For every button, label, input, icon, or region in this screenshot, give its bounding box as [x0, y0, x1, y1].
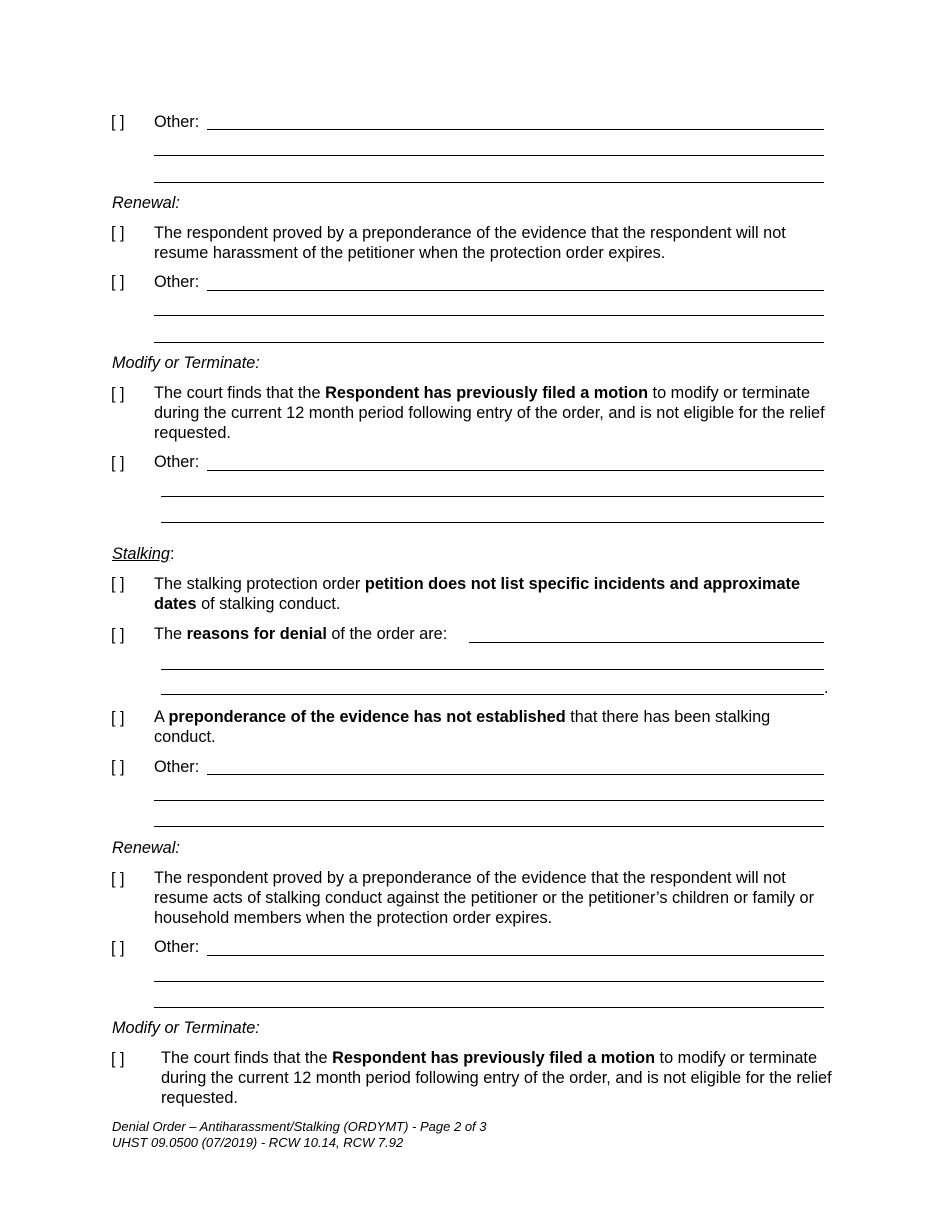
- checkbox-other-3[interactable]: [ ]: [111, 454, 125, 472]
- other-input-line-3b[interactable]: [161, 496, 824, 497]
- checkbox-not-established[interactable]: [ ]: [111, 709, 125, 727]
- other-label-4: Other:: [154, 758, 200, 776]
- renewal-finding-2: The respondent proved by a preponderance of the evidence that the respondent will not resume acts of stalking conduct against the petitioner or the petitioner’s children or family or household members when the protection order expires.: [154, 869, 815, 927]
- renewal-heading-1: Renewal:: [112, 194, 180, 212]
- other-input-line-4b[interactable]: [154, 800, 824, 801]
- other-input-line-3a[interactable]: [207, 470, 824, 471]
- checkbox-reasons[interactable]: [ ]: [111, 626, 125, 644]
- modify-finding-1: The court finds that the Respondent has previously filed a motion to modify or terminate during the current 12 month period following entry of the order, and is not eligible for the relief requested.: [154, 384, 825, 442]
- reasons-label: The reasons for denial of the order are:: [154, 625, 448, 643]
- checkbox-renewal-2[interactable]: [ ]: [111, 870, 125, 888]
- reasons-input-line-a[interactable]: [469, 642, 824, 643]
- checkbox-other-4[interactable]: [ ]: [111, 758, 125, 776]
- checkbox-renewal-1[interactable]: [ ]: [111, 224, 125, 242]
- other-input-line-3c[interactable]: [161, 522, 824, 523]
- no-incidents-finding: The stalking protection order petition does not list specific incidents and approximate dates of stalking conduct.: [154, 575, 801, 613]
- other-input-line-5a[interactable]: [207, 955, 824, 956]
- other-input-line-5b[interactable]: [154, 981, 824, 982]
- renewal-heading-2: Renewal:: [112, 839, 180, 857]
- checkbox-other-5[interactable]: [ ]: [111, 939, 125, 957]
- footer-form-code: UHST 09.0500 (07/2019) - RCW 10.14, RCW 7.92: [112, 1135, 404, 1150]
- other-input-line-2c[interactable]: [154, 342, 824, 343]
- reasons-input-line-c[interactable]: [161, 694, 824, 695]
- other-input-line-2b[interactable]: [154, 315, 824, 316]
- other-label-1: Other:: [154, 113, 200, 131]
- checkbox-other-1[interactable]: [ ]: [111, 113, 125, 131]
- other-input-line-4c[interactable]: [154, 826, 824, 827]
- footer: [112, 1119, 487, 1151]
- checkbox-no-incidents[interactable]: [ ]: [111, 575, 125, 593]
- modify-finding-2: The court finds that the Respondent has previously filed a motion to modify or terminate during the current 12 month period following entry of the order, and is not eligible for the relief requested.: [161, 1049, 832, 1107]
- checkbox-modify-2[interactable]: [ ]: [111, 1050, 125, 1068]
- other-input-line-1c[interactable]: [154, 182, 824, 183]
- renewal-finding-1: The respondent proved by a preponderance of the evidence that the respondent will not resume harassment of the petitioner when the protection order expires.: [154, 224, 786, 262]
- other-input-line-4a[interactable]: [207, 774, 824, 775]
- checkbox-other-2[interactable]: [ ]: [111, 273, 125, 291]
- modify-heading-2: Modify or Terminate:: [112, 1019, 260, 1037]
- not-established-finding: A preponderance of the evidence has not established that there has been stalking conduct.: [154, 708, 771, 746]
- footer-form-title: Denial Order – Antiharassment/Stalking (ORDYMT) - Page 2 of 3: [112, 1119, 487, 1134]
- reasons-period: .: [824, 679, 829, 697]
- other-label-3: Other:: [154, 453, 200, 471]
- other-input-line-1b[interactable]: [154, 155, 824, 156]
- other-label-2: Other:: [154, 273, 200, 291]
- other-input-line-1a[interactable]: [207, 129, 824, 130]
- modify-heading-1: Modify or Terminate:: [112, 354, 260, 372]
- reasons-input-line-b[interactable]: [161, 669, 824, 670]
- stalking-heading: Stalking:: [112, 545, 175, 563]
- other-input-line-2a[interactable]: [207, 290, 824, 291]
- checkbox-modify-1[interactable]: [ ]: [111, 385, 125, 403]
- other-input-line-5c[interactable]: [154, 1007, 824, 1008]
- other-label-5: Other:: [154, 938, 200, 956]
